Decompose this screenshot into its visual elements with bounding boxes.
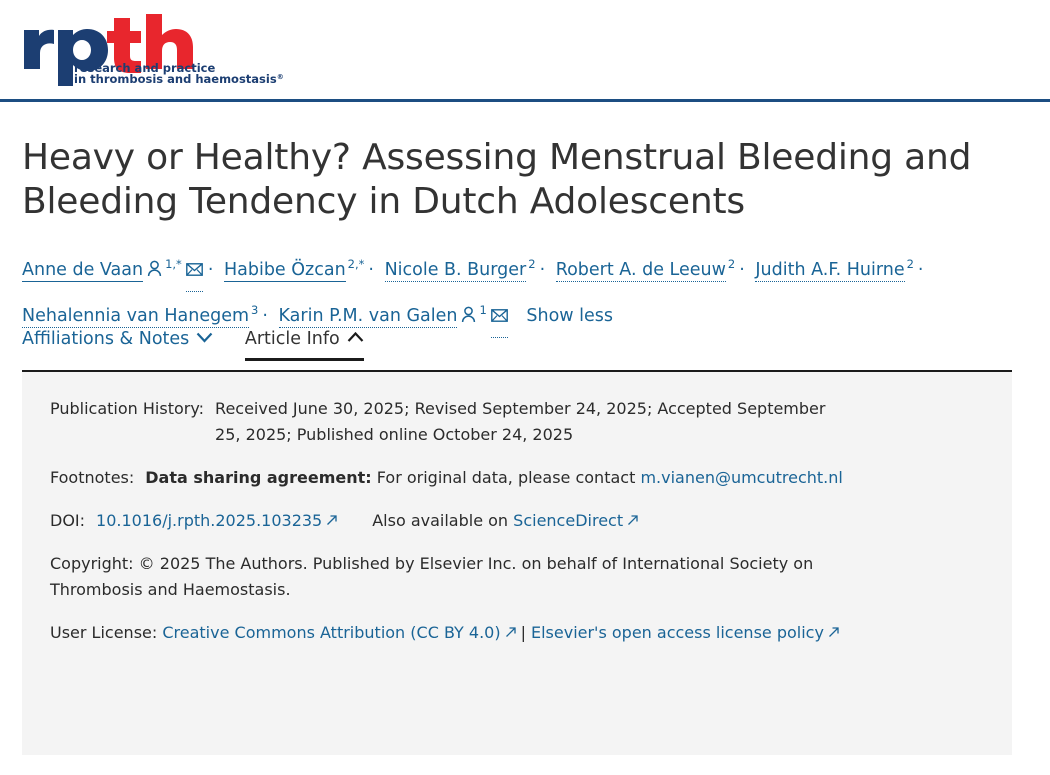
- chevron-up-icon: [347, 328, 364, 348]
- external-link-icon: [828, 620, 840, 646]
- copyright-row: [50, 551, 984, 603]
- article-info-panel: [22, 370, 1012, 755]
- doi-row: [50, 508, 984, 534]
- doi-value-group: [96, 508, 984, 534]
- cc-license-link[interactable]: Creative Commons Attribution (CC BY 4.0): [162, 623, 501, 642]
- footnotes-bold-prefix: Data sharing agreement:: [145, 468, 372, 487]
- author-entry: [223, 257, 365, 280]
- show-less-button[interactable]: Show less: [526, 305, 614, 326]
- author-entry: [755, 257, 914, 280]
- copyright-value: 2025 The Authors. Published by Elsevier Inc. on behalf of International Society on Thrombosis and Haemostasis.: [50, 554, 814, 599]
- author-entry: [22, 257, 204, 280]
- author-name[interactable]: Robert A. de Leeuw: [555, 259, 726, 280]
- license-divider: |: [520, 623, 526, 642]
- author-name[interactable]: Nehalennia van Hanegem: [22, 305, 250, 326]
- author-affiliation-sup: 1: [479, 302, 487, 317]
- user-license-text: [50, 620, 890, 646]
- sciencedirect-link[interactable]: ScienceDirect: [513, 511, 624, 530]
- rpth-logo-graphic: [22, 14, 312, 86]
- user-license-row: [50, 620, 984, 646]
- tab-article-info[interactable]: [245, 328, 364, 361]
- article-tabs: [22, 328, 1022, 368]
- author-list: [22, 246, 1022, 338]
- author-name[interactable]: Anne de Vaan: [22, 259, 144, 280]
- tab-affiliations-notes[interactable]: [22, 328, 213, 358]
- publication-history-label: Publication History:: [50, 399, 205, 418]
- author-affiliation-sup: 2: [528, 257, 536, 271]
- footnotes-value: [145, 465, 984, 491]
- footnotes-row: [50, 465, 984, 491]
- author-name[interactable]: Karin P.M. van Galen: [278, 305, 458, 326]
- copyright-symbol: ©: [138, 554, 155, 573]
- author-affiliation-sup: 1,*: [165, 257, 182, 271]
- author-name[interactable]: Habibe Özcan: [223, 259, 346, 280]
- tab-label: Affiliations & Notes: [22, 329, 190, 349]
- footnotes-label: Footnotes:: [50, 468, 135, 487]
- author-name[interactable]: Judith A.F. Huirne: [755, 259, 905, 280]
- author-entry: [22, 302, 259, 326]
- rpth-logo[interactable]: [22, 14, 322, 86]
- author-entry: [278, 302, 509, 326]
- author-separator: ·: [917, 259, 924, 280]
- external-link-icon: [627, 508, 639, 534]
- external-link-icon: [326, 508, 338, 534]
- author-separator: ·: [368, 259, 374, 280]
- chevron-down-icon: [196, 328, 213, 348]
- user-license-label: User License:: [50, 623, 158, 642]
- page-title: Heavy or Healthy? Assessing Menstrual Bleeding and Bleeding Tendency in Dutch Adolescents: [22, 137, 972, 223]
- author-separator: ·: [262, 305, 268, 326]
- author-affiliation-sup: 3: [251, 302, 259, 317]
- author-name[interactable]: Nicole B. Burger: [384, 259, 527, 280]
- tab-label: Article Info: [244, 329, 340, 349]
- footnotes-text: For original data, please contact: [376, 468, 636, 487]
- author-affiliation-sup: 2,*: [347, 257, 365, 271]
- author-entry: [555, 257, 736, 280]
- copyright-text: [50, 551, 880, 603]
- doi-label: DOI:: [50, 511, 86, 530]
- author-separator: ·: [539, 259, 546, 280]
- author-affiliation-sup: 2: [727, 257, 736, 271]
- author-entry: [384, 257, 536, 280]
- publication-history-value: Received June 30, 2025; Revised September 24, 2025; Accepted September 25, 2025; Published online October 24, 2025: [215, 399, 826, 444]
- publication-history-row: [50, 396, 984, 448]
- author-separator: ·: [207, 259, 214, 280]
- elsevier-policy-link[interactable]: Elsevier's open access license policy: [530, 623, 824, 642]
- person-icon[interactable]: [147, 254, 162, 291]
- external-link-icon: [505, 620, 517, 646]
- svg-text:in thrombosis and haemostasis®: in thrombosis and haemostasis®: [74, 72, 284, 86]
- email-icon[interactable]: [186, 254, 203, 292]
- svg-text:research and practice: research and practice: [74, 61, 216, 75]
- header-divider: [0, 99, 1050, 102]
- contact-email-link[interactable]: m.vianen@umcutrecht.nl: [640, 468, 843, 487]
- author-separator: ·: [739, 259, 745, 280]
- author-affiliation-sup: 2: [906, 257, 914, 271]
- copyright-label: Copyright:: [50, 554, 134, 573]
- also-available-prefix: Also available on: [372, 511, 509, 530]
- doi-link[interactable]: 10.1016/j.rpth.2025.103235: [96, 511, 323, 530]
